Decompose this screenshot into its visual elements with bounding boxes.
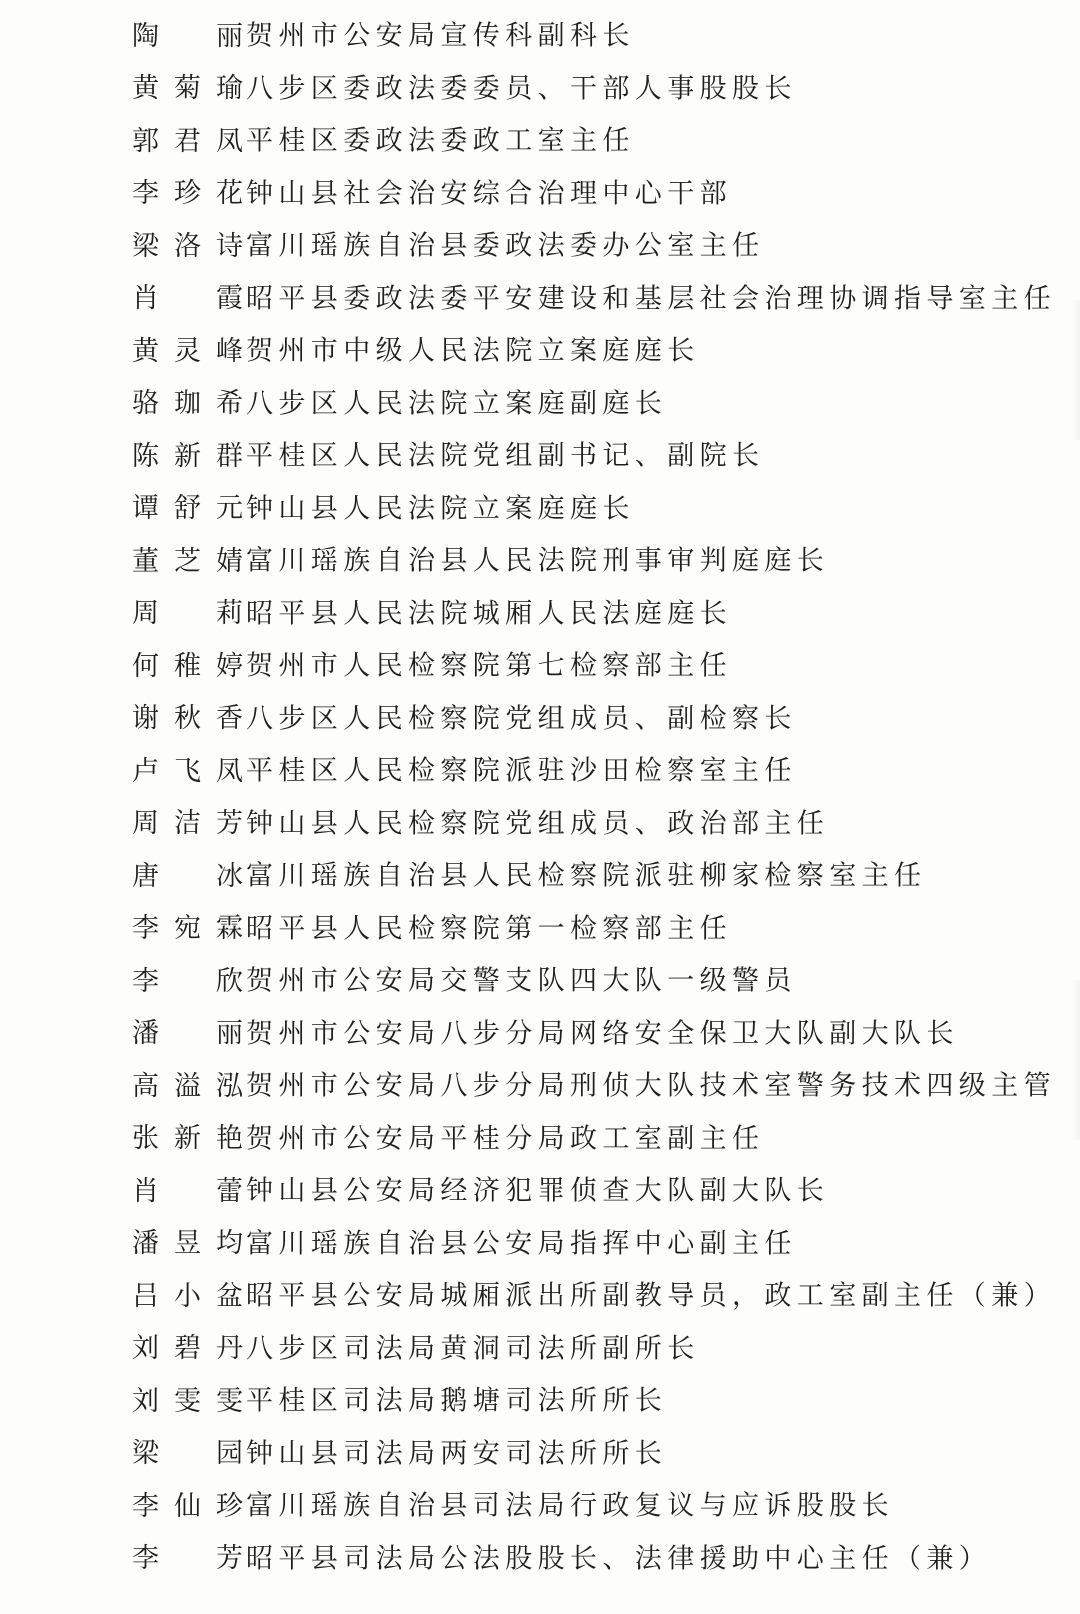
list-item	[132, 1165, 1032, 1218]
person-title: 平桂区委政法委政工室主任	[246, 125, 635, 157]
list-item	[132, 483, 1032, 536]
person-title-container	[246, 1175, 830, 1207]
person-name: 高溢泓	[132, 1070, 244, 1102]
person-name: 潘昱均	[132, 1228, 244, 1260]
person-title-container	[246, 1228, 797, 1260]
person-name: 肖 霞	[132, 283, 244, 315]
list-item	[132, 1480, 1032, 1533]
person-title-container	[246, 808, 830, 840]
person-title: 八步区委政法委委员、干部人事股股长	[246, 73, 797, 105]
person-title-container	[246, 283, 1056, 315]
list-item	[132, 640, 1032, 693]
person-title: 贺州市公安局八步分局网络安全保卫大队副大队长	[246, 1018, 959, 1050]
person-title-container	[246, 1333, 700, 1365]
person-title-container	[246, 178, 732, 210]
person-name: 李珍花	[132, 178, 244, 210]
person-title: 富川瑶族自治县人民检察院派驻柳家检察室主任	[246, 860, 927, 892]
person-title-container	[246, 1018, 959, 1050]
list-item	[132, 115, 1032, 168]
list-item	[132, 273, 1056, 326]
person-title: 贺州市人民检察院第七检察部主任	[246, 650, 732, 682]
person-name: 李仙珍	[132, 1490, 244, 1522]
list-item	[132, 1428, 1032, 1481]
list-item	[132, 10, 1032, 63]
person-title: 富川瑶族自治县公安局指挥中心副主任	[246, 1228, 797, 1260]
personnel-list	[132, 10, 1056, 1585]
person-name: 李 欣	[132, 965, 244, 997]
person-name: 李宛霖	[132, 913, 244, 945]
list-item	[132, 63, 1032, 116]
person-name: 肖 蕾	[132, 1175, 244, 1207]
person-title-container	[246, 1543, 992, 1575]
person-name: 李 芳	[132, 1543, 244, 1575]
person-title: 八步区人民检察院党组成员、副检察长	[246, 703, 797, 735]
person-title: 昭平县司法局公法股股长、法律援助中心主任（兼）	[246, 1543, 992, 1575]
list-item	[132, 1060, 1056, 1113]
person-title-container	[246, 650, 732, 682]
person-title-container	[246, 388, 668, 420]
list-item	[132, 1375, 1032, 1428]
person-title: 贺州市公安局交警支队四大队一级警员	[246, 965, 797, 997]
list-item	[132, 745, 1032, 798]
person-title-container	[246, 1280, 1056, 1312]
person-title-container	[246, 913, 732, 945]
person-name: 唐 冰	[132, 860, 244, 892]
person-name: 谢秋香	[132, 703, 244, 735]
person-name: 董芝婧	[132, 545, 244, 577]
person-name: 黄菊瑜	[132, 73, 244, 105]
person-title-container	[246, 1070, 1056, 1102]
list-item	[132, 325, 1032, 378]
person-name: 梁洛诗	[132, 230, 244, 262]
person-name: 潘 丽	[132, 1018, 244, 1050]
person-name: 陶 丽	[132, 20, 244, 52]
person-title: 贺州市公安局平桂分局政工室副主任	[246, 1123, 765, 1155]
person-title: 富川瑶族自治县人民法院刑事审判庭庭长	[246, 545, 830, 577]
person-title-container	[246, 230, 765, 262]
person-title: 昭平县人民检察院第一检察部主任	[246, 913, 732, 945]
person-title-container	[246, 1123, 765, 1155]
list-item	[132, 1270, 1056, 1323]
person-name: 骆珈希	[132, 388, 244, 420]
list-item	[132, 1008, 1032, 1061]
person-title-container	[246, 1438, 668, 1470]
list-item	[132, 693, 1032, 746]
person-name: 郭君凤	[132, 125, 244, 157]
person-name: 刘雯雯	[132, 1385, 244, 1417]
scan-edge-shadow	[1070, 980, 1080, 1140]
person-title-container	[246, 335, 700, 367]
person-title: 钟山县人民检察院党组成员、政治部主任	[246, 808, 830, 840]
person-title: 贺州市中级人民法院立案庭庭长	[246, 335, 700, 367]
person-name: 卢飞凤	[132, 755, 244, 787]
person-title-container	[246, 73, 797, 105]
list-item	[132, 1533, 1032, 1586]
list-item	[132, 1323, 1032, 1376]
person-name: 梁 园	[132, 1438, 244, 1470]
person-title-container	[246, 1385, 668, 1417]
person-name: 黄灵峰	[132, 335, 244, 367]
list-item	[132, 850, 1032, 903]
person-title-container	[246, 598, 732, 630]
person-title: 平桂区司法局鹅塘司法所所长	[246, 1385, 668, 1417]
list-item	[132, 220, 1032, 273]
scan-edge-shadow	[1070, 300, 1080, 440]
person-title: 贺州市公安局宣传科副科长	[246, 20, 635, 52]
person-title: 贺州市公安局八步分局刑侦大队技术室警务技术四级主管	[246, 1070, 1056, 1102]
person-name: 吕小盆	[132, 1280, 244, 1312]
person-title: 富川瑶族自治县司法局行政复议与应诉股股长	[246, 1490, 894, 1522]
list-item	[132, 1218, 1032, 1271]
person-title-container	[246, 1490, 894, 1522]
person-title: 八步区司法局黄洞司法所副所长	[246, 1333, 700, 1365]
person-title: 富川瑶族自治县委政法委办公室主任	[246, 230, 765, 262]
person-title-container	[246, 860, 927, 892]
person-title-container	[246, 20, 635, 52]
person-name: 刘碧丹	[132, 1333, 244, 1365]
person-title-container	[246, 125, 635, 157]
person-title: 钟山县人民法院立案庭庭长	[246, 493, 635, 525]
person-title: 钟山县司法局两安司法所所长	[246, 1438, 668, 1470]
person-name: 周 莉	[132, 598, 244, 630]
person-title: 平桂区人民法院党组副书记、副院长	[246, 440, 765, 472]
person-title: 昭平县公安局城厢派出所副教导员，政工室副主任（兼）	[246, 1280, 1056, 1312]
person-title-container	[246, 965, 797, 997]
person-title: 昭平县人民法院城厢人民法庭庭长	[246, 598, 732, 630]
person-title-container	[246, 493, 635, 525]
list-item	[132, 430, 1032, 483]
person-title: 八步区人民法院立案庭副庭长	[246, 388, 668, 420]
list-item	[132, 955, 1032, 1008]
person-title: 钟山县公安局经济犯罪侦查大队副大队长	[246, 1175, 830, 1207]
person-title: 平桂区人民检察院派驻沙田检察室主任	[246, 755, 797, 787]
list-item	[132, 798, 1032, 851]
person-name: 谭舒元	[132, 493, 244, 525]
person-name: 陈新群	[132, 440, 244, 472]
person-title-container	[246, 545, 830, 577]
person-name: 何稚婷	[132, 650, 244, 682]
list-item	[132, 535, 1032, 588]
list-item	[132, 1113, 1032, 1166]
list-item	[132, 903, 1032, 956]
list-item	[132, 588, 1032, 641]
list-item	[132, 378, 1032, 431]
person-title: 昭平县委政法委平安建设和基层社会治理协调指导室主任	[246, 283, 1056, 315]
person-title: 钟山县社会治安综合治理中心干部	[246, 178, 732, 210]
person-title-container	[246, 703, 797, 735]
list-item	[132, 168, 1032, 221]
person-title-container	[246, 755, 797, 787]
person-name: 张新艳	[132, 1123, 244, 1155]
person-title-container	[246, 440, 765, 472]
person-name: 周洁芳	[132, 808, 244, 840]
